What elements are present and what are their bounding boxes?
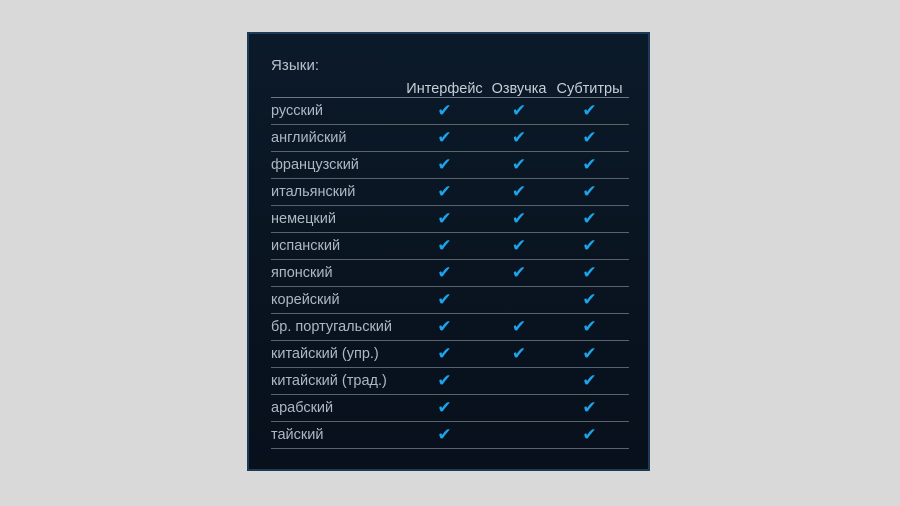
interface-check-icon: ✔ — [401, 206, 488, 233]
language-name: бр. португальский — [271, 314, 401, 341]
interface-check-icon: ✔ — [401, 341, 488, 368]
audio-check-empty — [488, 422, 550, 449]
audio-check-empty — [488, 368, 550, 395]
audio-check-icon: ✔ — [488, 179, 550, 206]
subtitles-check-icon: ✔ — [550, 368, 629, 395]
interface-check-icon: ✔ — [401, 179, 488, 206]
languages-panel — [247, 32, 650, 471]
audio-check-icon: ✔ — [488, 233, 550, 260]
header-language — [271, 77, 401, 98]
interface-check-icon: ✔ — [401, 125, 488, 152]
interface-check-icon: ✔ — [401, 314, 488, 341]
interface-check-icon: ✔ — [401, 260, 488, 287]
language-name: японский — [271, 260, 401, 287]
subtitles-check-icon: ✔ — [550, 287, 629, 314]
subtitles-check-icon: ✔ — [550, 395, 629, 422]
interface-check-icon: ✔ — [401, 368, 488, 395]
subtitles-check-icon: ✔ — [550, 179, 629, 206]
interface-check-icon: ✔ — [401, 287, 488, 314]
panel-title: Языки: — [271, 57, 320, 74]
table-row — [271, 125, 629, 152]
subtitles-check-icon: ✔ — [550, 206, 629, 233]
audio-check-icon: ✔ — [488, 98, 550, 125]
interface-check-icon: ✔ — [401, 233, 488, 260]
language-name: китайский (упр.) — [271, 341, 401, 368]
header-subtitles: Субтитры — [550, 77, 629, 98]
interface-check-icon: ✔ — [401, 152, 488, 179]
language-name: корейский — [271, 287, 401, 314]
table-row — [271, 287, 629, 314]
audio-check-empty — [488, 287, 550, 314]
table-row — [271, 314, 629, 341]
interface-check-icon: ✔ — [401, 395, 488, 422]
header-audio: Озвучка — [488, 77, 550, 98]
subtitles-check-icon: ✔ — [550, 233, 629, 260]
language-name: арабский — [271, 395, 401, 422]
language-name: тайский — [271, 422, 401, 449]
audio-check-icon: ✔ — [488, 341, 550, 368]
language-name: китайский (трад.) — [271, 368, 401, 395]
audio-check-icon: ✔ — [488, 260, 550, 287]
languages-table — [271, 77, 629, 449]
subtitles-check-icon: ✔ — [550, 98, 629, 125]
audio-check-empty — [488, 395, 550, 422]
subtitles-check-icon: ✔ — [550, 260, 629, 287]
language-name: итальянский — [271, 179, 401, 206]
subtitles-check-icon: ✔ — [550, 125, 629, 152]
table-row — [271, 206, 629, 233]
audio-check-icon: ✔ — [488, 152, 550, 179]
languages-table-body — [271, 98, 629, 449]
table-row — [271, 395, 629, 422]
audio-check-icon: ✔ — [488, 206, 550, 233]
table-row — [271, 179, 629, 206]
table-row — [271, 233, 629, 260]
audio-check-icon: ✔ — [488, 314, 550, 341]
audio-check-icon: ✔ — [488, 125, 550, 152]
interface-check-icon: ✔ — [401, 422, 488, 449]
language-name: французский — [271, 152, 401, 179]
table-row — [271, 422, 629, 449]
table-row — [271, 152, 629, 179]
table-header-row — [271, 77, 629, 98]
table-row — [271, 368, 629, 395]
language-name: русский — [271, 98, 401, 125]
subtitles-check-icon: ✔ — [550, 341, 629, 368]
table-row — [271, 98, 629, 125]
table-row — [271, 341, 629, 368]
language-name: немецкий — [271, 206, 401, 233]
table-row — [271, 260, 629, 287]
interface-check-icon: ✔ — [401, 98, 488, 125]
subtitles-check-icon: ✔ — [550, 314, 629, 341]
language-name: английский — [271, 125, 401, 152]
subtitles-check-icon: ✔ — [550, 422, 629, 449]
header-interface: Интерфейс — [401, 77, 488, 98]
subtitles-check-icon: ✔ — [550, 152, 629, 179]
language-name: испанский — [271, 233, 401, 260]
